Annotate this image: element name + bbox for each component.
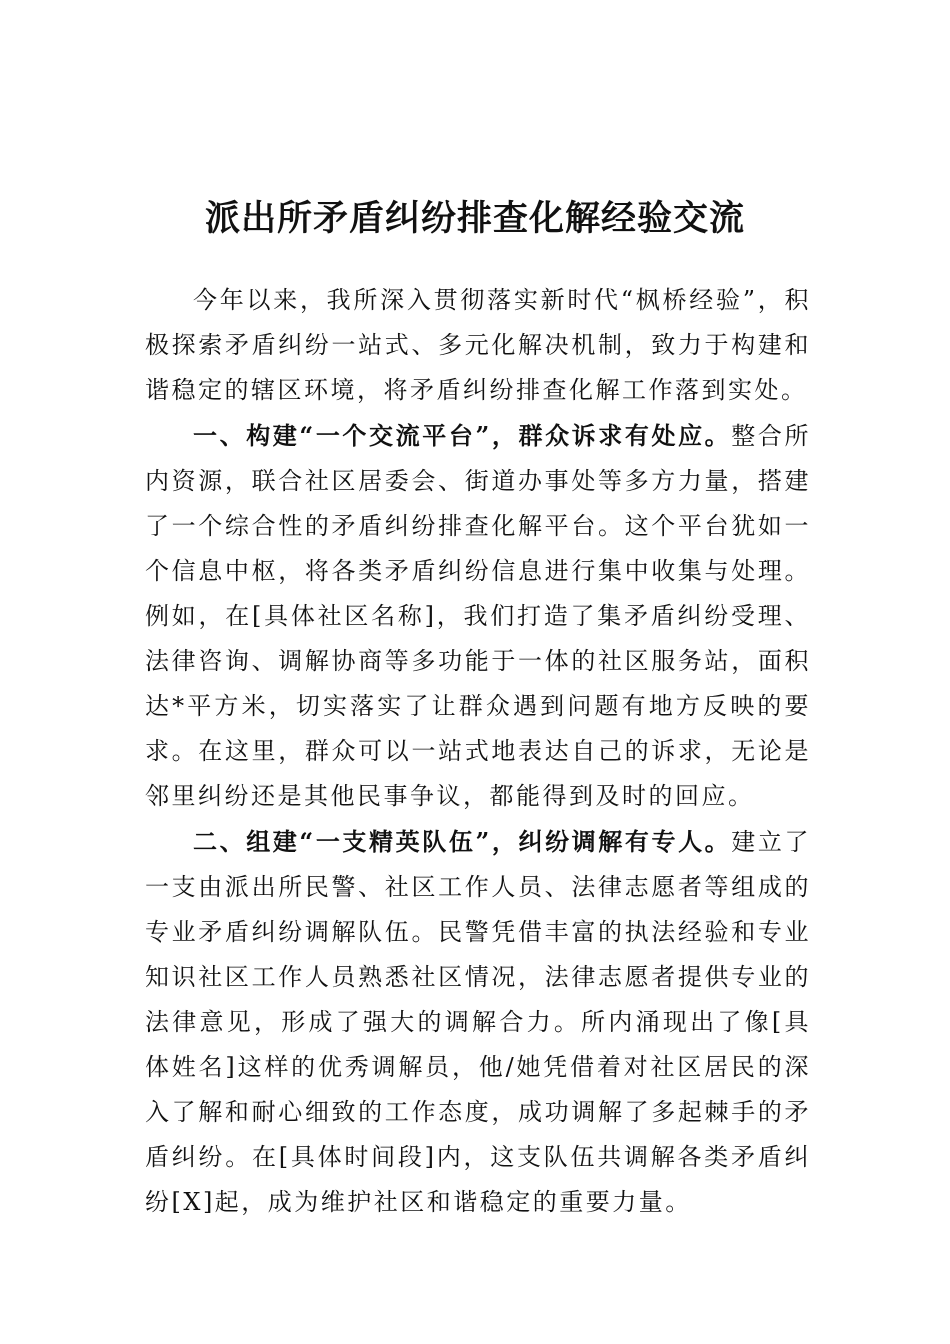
intro-paragraph-text: 今年以来，我所深入贯彻落实新时代“枫桥经验”，积极探索矛盾纠纷一站式、多元化解决机制，致力于构建和谐稳定的辖区环境，将矛盾纠纷排查化解工作落到实处。 xyxy=(145,286,811,404)
document-title: 派出所矛盾纠纷排查化解经验交流 xyxy=(204,198,745,240)
section-1-heading: 一、构建“一个交流平台”，群众诉求有处应。 xyxy=(193,421,732,450)
document-body xyxy=(145,278,811,1225)
section-1-paragraph xyxy=(145,413,811,819)
section-2-paragraph xyxy=(145,819,811,1225)
section-2-heading: 二、组建“一支精英队伍”，纠纷调解有专人。 xyxy=(193,827,732,856)
section-2-text: 建立了一支由派出所民警、社区工作人员、法律志愿者等组成的专业矛盾纠纷调解队伍。民警凭借丰富的执法经验和专业知识社区工作人员熟悉社区情况，法律志愿者提供专业的法律意见，形成了强大的调解合力。所内涌现出了像[具体姓名]这样的优秀调解员，他/她凭借着对社区居民的深入了解和耐心细致的工作态度，成功调解了多起棘手的矛盾纠纷。在[具体时间段]内，这支队伍共调解各类矛盾纠纷[X]起，成为维护社区和谐稳定的重要力量。 xyxy=(145,828,812,1216)
section-1-text: 整合所内资源，联合社区居委会、街道办事处等多方力量，搭建了一个综合性的矛盾纠纷排查化解平台。这个平台犹如一个信息中枢，将各类矛盾纠纷信息进行集中收集与处理。例如，在[具体社区名称]，我们打造了集矛盾纠纷受理、法律咨询、调解协商等多功能于一体的社区服务站，面积达*平方米，切实落实了让群众遇到问题有地方反映的要求。在这里，群众可以一站式地表达自己的诉求，无论是邻里纠纷还是其他民事争议，都能得到及时的回应。 xyxy=(145,422,812,810)
intro-paragraph xyxy=(145,278,811,413)
